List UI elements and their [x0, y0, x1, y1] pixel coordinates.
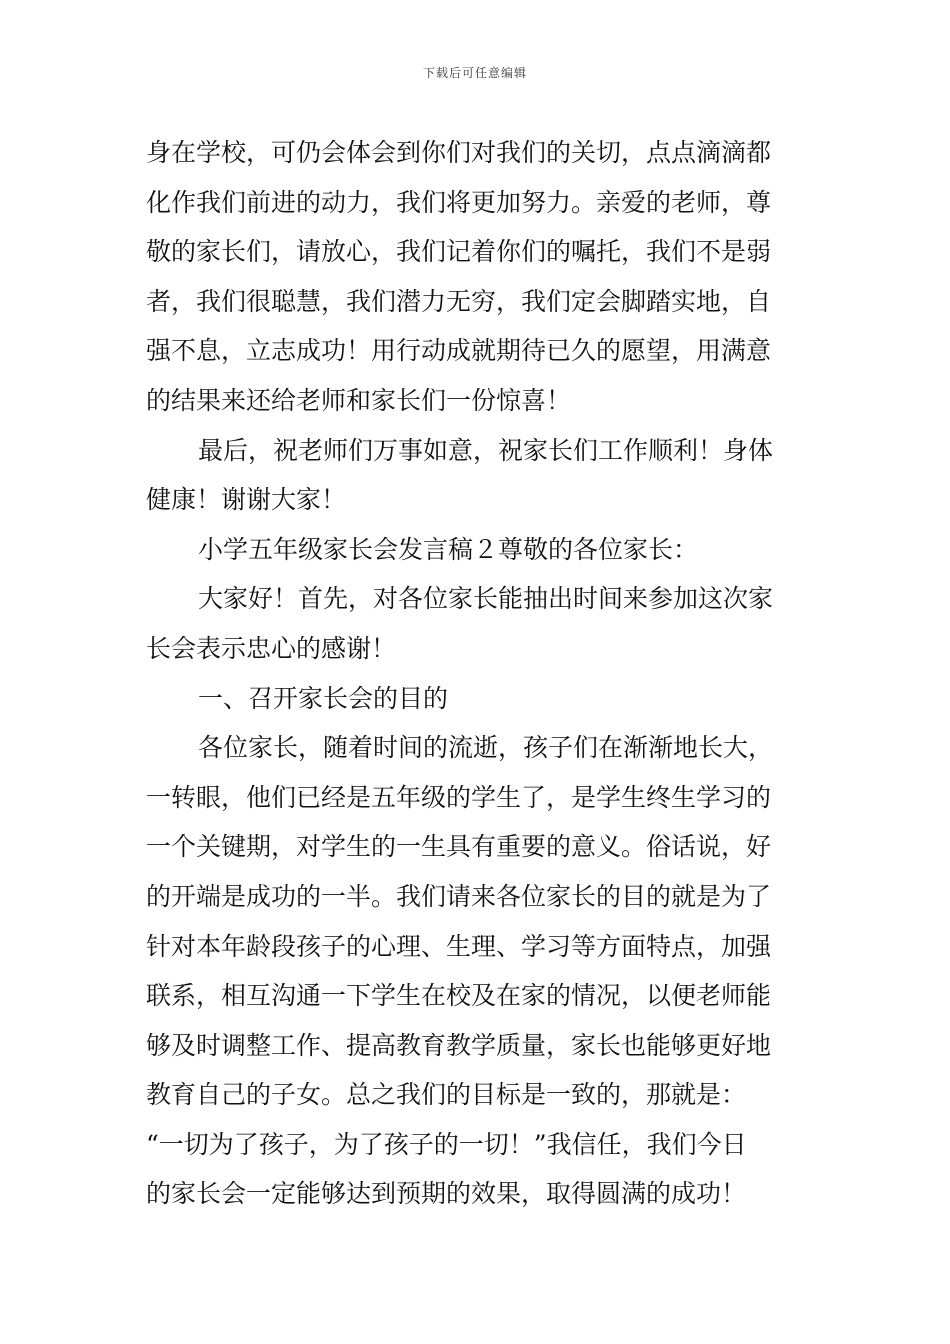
text-line: 各位家长，随着时间的流逝，孩子们在渐渐地长大，: [198, 733, 774, 763]
text-line: 者，我们很聪慧，我们潜力无穷，我们定会脚踏实地，自: [146, 286, 772, 316]
text-line: 联系，相互沟通一下学生在校及在家的情况，以便老师能: [146, 981, 772, 1011]
text-line: 强不息，立志成功！用行动成就期待已久的愿望，用满意: [146, 336, 772, 366]
text-line: 的家长会一定能够达到预期的效果，取得圆满的成功！: [146, 1179, 747, 1209]
text-line: 长会表示忠心的感谢！: [146, 633, 397, 663]
text-line: 小学五年级家长会发言稿２尊敬的各位家长：: [198, 534, 699, 564]
text-line: 一个关键期，对学生的一生具有重要的意义。俗话说，好: [146, 832, 772, 862]
text-line: 身在学校，可仍会体会到你们对我们的关切，点点滴滴都: [146, 138, 772, 167]
text-line: “一切为了孩子，为了孩子的一切！”我信任，我们今日: [146, 1129, 747, 1159]
text-line: 健康！谢谢大家！: [146, 485, 347, 515]
text-line: 一转眼，他们已经是五年级的学生了，是学生终生学习的: [146, 782, 772, 812]
text-line: 敬的家长们，请放心，我们记着你们的嘱托，我们不是弱: [146, 237, 772, 267]
text-line: 一、召开家长会的目的: [198, 683, 449, 713]
text-line: 的结果来还给老师和家长们一份惊喜！: [146, 385, 572, 415]
text-line: 够及时调整工作、提高教育教学质量，家长也能够更好地: [146, 1030, 772, 1060]
text-line: 最后，祝老师们万事如意，祝家长们工作顺利！身体: [198, 435, 774, 465]
text-line: 针对本年龄段孩子的心理、生理、学习等方面特点，加强: [146, 931, 772, 961]
text-line: 大家好！首先，对各位家长能抽出时间来参加这次家: [198, 584, 774, 614]
document-body: [146, 128, 806, 1219]
page-header-note: 下载后可任意编辑: [422, 66, 527, 80]
text-line: 的开端是成功的一半。我们请来各位家长的目的就是为了: [146, 881, 772, 911]
text-line: 化作我们前进的动力，我们将更加努力。亲爱的老师，尊: [146, 187, 772, 217]
text-line: 教育自己的子女。总之我们的目标是一致的，那就是：: [146, 1080, 747, 1110]
